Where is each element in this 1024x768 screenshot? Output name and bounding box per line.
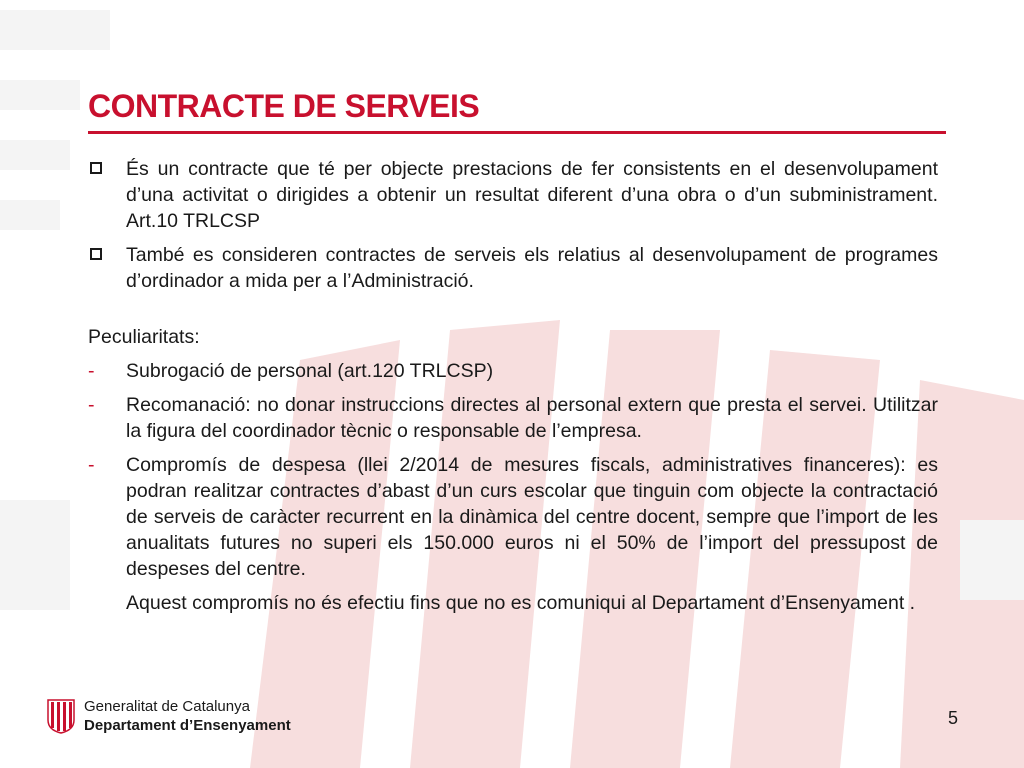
dash-marker: - xyxy=(88,360,95,382)
bullet-text: És un contracte que té per objecte prestacions de fer consistents en el desenvolupament d’una activitat o dirigides a obtenir un resultat diferent d’una obra o d’un subministrament. Art.10 TRLCSP xyxy=(126,158,938,232)
peculiarity-text: Compromís de despesa (llei 2/2014 de mesures fiscals, administratives financeres): es podran realitzar contractes d’abast d’un curs escolar que tinguin com objecte la contractació de serveis de caràcter recurrent en la dinàmica del centre docent, sempre que l’import de les anualitats futures no superi els 150.000 euros ni el 50% de l’import del pressupost de despeses del centre. xyxy=(126,454,938,580)
bullet-text: També es consideren contractes de serveis els relatius al desenvolupament de programes d’ordinador a mida per a l’Administració. xyxy=(126,244,938,292)
bullet-item xyxy=(88,242,938,294)
peculiarity-item xyxy=(88,358,938,384)
dash-marker: - xyxy=(88,454,95,476)
peculiarity-item xyxy=(88,452,938,582)
peculiarity-text: Recomanació: no donar instruccions directes al personal extern que presta el servei. Utilitzar la figura del coordinador tècnic o responsable de l’empresa. xyxy=(126,394,938,442)
continuation-text: Aquest compromís no és efectiu fins que no es comuniqui al Departament d’Ensenyament . xyxy=(126,592,916,614)
slide-title: CONTRACTE DE SERVEIS xyxy=(88,88,480,124)
footer-org-line1: Generalitat de Catalunya xyxy=(84,698,250,715)
dash-marker: - xyxy=(88,394,95,416)
peculiarity-item xyxy=(88,392,938,444)
bullet-item xyxy=(88,156,938,234)
slide-content xyxy=(88,156,938,616)
peculiarities-label: Peculiaritats: xyxy=(88,326,200,348)
hollow-square-icon xyxy=(90,248,102,260)
page-number: 5 xyxy=(948,708,959,728)
title-underline xyxy=(88,131,946,134)
hollow-square-icon xyxy=(90,162,102,174)
peculiarity-text: Subrogació de personal (art.120 TRLCSP) xyxy=(126,360,494,382)
footer-org-line2: Departament d’Ensenyament xyxy=(84,717,291,734)
catalan-flag-logo-icon xyxy=(46,698,76,734)
